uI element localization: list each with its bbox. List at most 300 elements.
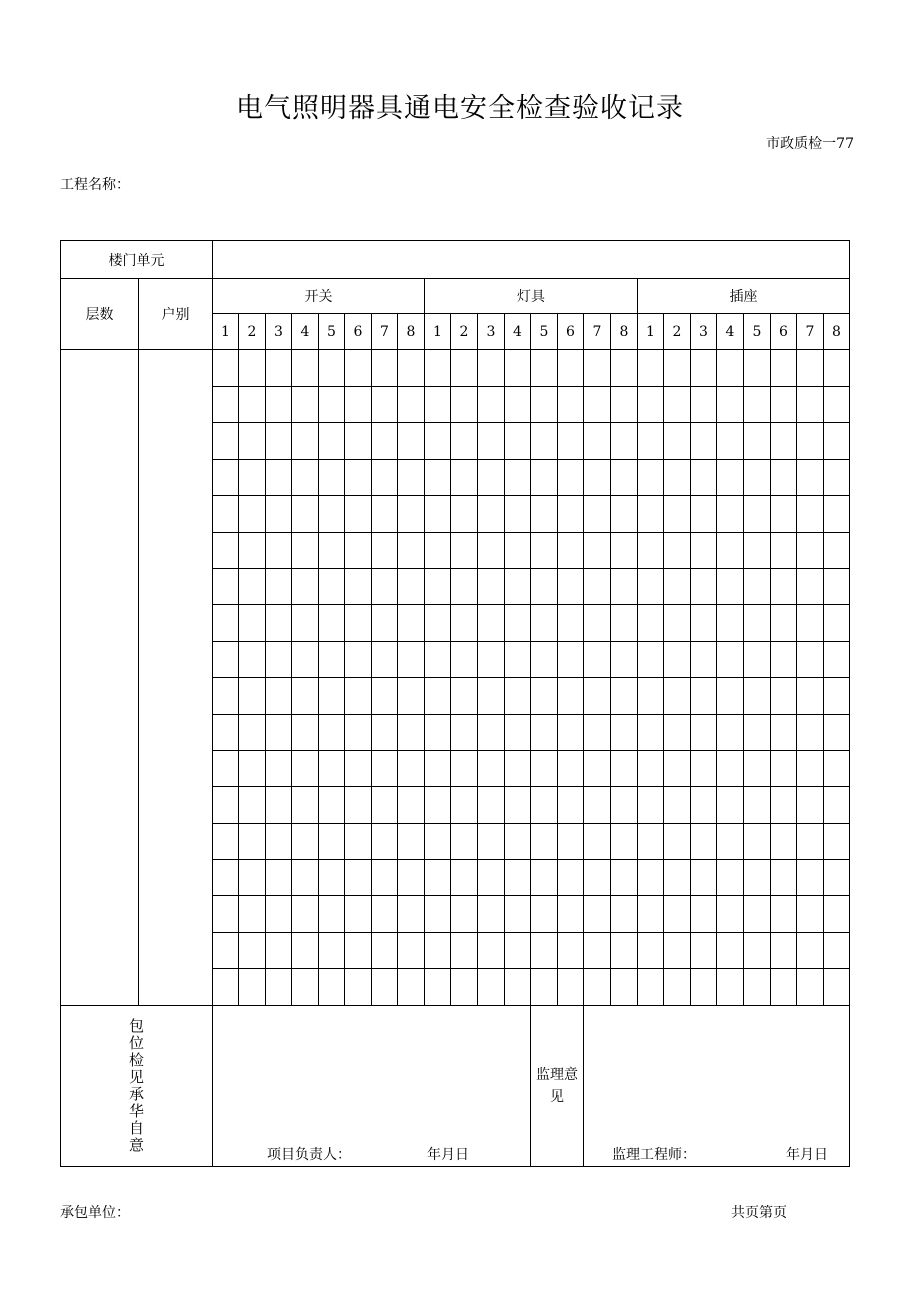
building-unit-value[interactable]: [213, 241, 850, 279]
check-cell[interactable]: [372, 823, 398, 859]
check-cell[interactable]: [558, 532, 584, 568]
check-cell[interactable]: [771, 641, 797, 677]
check-cell[interactable]: [611, 714, 638, 750]
check-cell[interactable]: [213, 823, 239, 859]
check-cell[interactable]: [266, 969, 292, 1005]
check-cell[interactable]: [717, 823, 744, 859]
check-cell[interactable]: [744, 787, 771, 823]
check-cell[interactable]: [691, 568, 717, 604]
check-cell[interactable]: [319, 532, 345, 568]
check-cell[interactable]: [266, 896, 292, 932]
check-cell[interactable]: [372, 459, 398, 495]
check-cell[interactable]: [292, 423, 319, 459]
check-cell[interactable]: [638, 496, 664, 532]
check-cell[interactable]: [425, 823, 451, 859]
check-cell[interactable]: [425, 969, 451, 1005]
check-cell[interactable]: [584, 750, 611, 786]
check-cell[interactable]: [478, 678, 505, 714]
check-cell[interactable]: [717, 387, 744, 423]
check-cell[interactable]: [398, 750, 425, 786]
check-cell[interactable]: [505, 568, 531, 604]
check-cell[interactable]: [213, 678, 239, 714]
check-cell[interactable]: [531, 787, 558, 823]
check-cell[interactable]: [691, 350, 717, 387]
check-cell[interactable]: [292, 932, 319, 968]
check-cell[interactable]: [744, 750, 771, 786]
check-cell[interactable]: [797, 823, 824, 859]
check-cell[interactable]: [797, 678, 824, 714]
check-cell[interactable]: [319, 387, 345, 423]
check-cell[interactable]: [398, 678, 425, 714]
check-cell[interactable]: [691, 932, 717, 968]
check-cell[interactable]: [372, 860, 398, 896]
check-cell[interactable]: [213, 568, 239, 604]
check-cell[interactable]: [584, 605, 611, 641]
check-cell[interactable]: [398, 496, 425, 532]
check-cell[interactable]: [372, 387, 398, 423]
check-cell[interactable]: [266, 459, 292, 495]
check-cell[interactable]: [239, 568, 266, 604]
check-cell[interactable]: [744, 896, 771, 932]
check-cell[interactable]: [717, 787, 744, 823]
check-cell[interactable]: [505, 459, 531, 495]
check-cell[interactable]: [372, 423, 398, 459]
check-cell[interactable]: [558, 387, 584, 423]
check-cell[interactable]: [372, 678, 398, 714]
check-cell[interactable]: [319, 750, 345, 786]
check-cell[interactable]: [691, 459, 717, 495]
check-cell[interactable]: [505, 605, 531, 641]
check-cell[interactable]: [717, 423, 744, 459]
check-cell[interactable]: [239, 932, 266, 968]
check-cell[interactable]: [478, 860, 505, 896]
check-cell[interactable]: [213, 532, 239, 568]
check-cell[interactable]: [717, 568, 744, 604]
check-cell[interactable]: [717, 969, 744, 1005]
check-cell[interactable]: [398, 860, 425, 896]
check-cell[interactable]: [744, 532, 771, 568]
check-cell[interactable]: [797, 532, 824, 568]
check-cell[interactable]: [505, 387, 531, 423]
check-cell[interactable]: [425, 387, 451, 423]
check-cell[interactable]: [664, 823, 691, 859]
check-cell[interactable]: [478, 750, 505, 786]
check-cell[interactable]: [505, 932, 531, 968]
check-cell[interactable]: [425, 532, 451, 568]
check-cell[interactable]: [266, 532, 292, 568]
check-cell[interactable]: [319, 350, 345, 387]
check-cell[interactable]: [505, 678, 531, 714]
check-cell[interactable]: [584, 496, 611, 532]
check-cell[interactable]: [797, 605, 824, 641]
check-cell[interactable]: [664, 532, 691, 568]
check-cell[interactable]: [372, 896, 398, 932]
check-cell[interactable]: [239, 896, 266, 932]
check-cell[interactable]: [717, 459, 744, 495]
check-cell[interactable]: [584, 387, 611, 423]
check-cell[interactable]: [425, 787, 451, 823]
check-cell[interactable]: [638, 605, 664, 641]
check-cell[interactable]: [478, 969, 505, 1005]
check-cell[interactable]: [691, 714, 717, 750]
check-cell[interactable]: [771, 387, 797, 423]
check-cell[interactable]: [691, 896, 717, 932]
check-cell[interactable]: [451, 532, 478, 568]
check-cell[interactable]: [319, 714, 345, 750]
check-cell[interactable]: [824, 896, 850, 932]
check-cell[interactable]: [638, 860, 664, 896]
check-cell[interactable]: [398, 641, 425, 677]
check-cell[interactable]: [771, 932, 797, 968]
check-cell[interactable]: [771, 750, 797, 786]
check-cell[interactable]: [797, 896, 824, 932]
check-cell[interactable]: [345, 350, 372, 387]
check-cell[interactable]: [584, 823, 611, 859]
check-cell[interactable]: [664, 423, 691, 459]
check-cell[interactable]: [558, 823, 584, 859]
check-cell[interactable]: [611, 423, 638, 459]
check-cell[interactable]: [451, 787, 478, 823]
check-cell[interactable]: [824, 350, 850, 387]
check-cell[interactable]: [345, 932, 372, 968]
check-cell[interactable]: [638, 459, 664, 495]
check-cell[interactable]: [744, 459, 771, 495]
check-cell[interactable]: [398, 605, 425, 641]
check-cell[interactable]: [584, 969, 611, 1005]
check-cell[interactable]: [797, 932, 824, 968]
check-cell[interactable]: [239, 605, 266, 641]
check-cell[interactable]: [691, 387, 717, 423]
check-cell[interactable]: [478, 387, 505, 423]
check-cell[interactable]: [531, 496, 558, 532]
check-cell[interactable]: [638, 387, 664, 423]
check-cell[interactable]: [266, 932, 292, 968]
check-cell[interactable]: [292, 860, 319, 896]
check-cell[interactable]: [611, 459, 638, 495]
check-cell[interactable]: [531, 823, 558, 859]
check-cell[interactable]: [771, 969, 797, 1005]
check-cell[interactable]: [691, 969, 717, 1005]
check-cell[interactable]: [691, 532, 717, 568]
check-cell[interactable]: [664, 568, 691, 604]
check-cell[interactable]: [345, 860, 372, 896]
check-cell[interactable]: [771, 678, 797, 714]
check-cell[interactable]: [638, 423, 664, 459]
check-cell[interactable]: [531, 932, 558, 968]
check-cell[interactable]: [531, 459, 558, 495]
check-cell[interactable]: [611, 750, 638, 786]
check-cell[interactable]: [425, 459, 451, 495]
check-cell[interactable]: [451, 969, 478, 1005]
check-cell[interactable]: [664, 860, 691, 896]
check-cell[interactable]: [611, 860, 638, 896]
check-cell[interactable]: [319, 932, 345, 968]
check-cell[interactable]: [266, 423, 292, 459]
check-cell[interactable]: [239, 750, 266, 786]
check-cell[interactable]: [664, 350, 691, 387]
check-cell[interactable]: [584, 714, 611, 750]
check-cell[interactable]: [584, 568, 611, 604]
check-cell[interactable]: [611, 350, 638, 387]
check-cell[interactable]: [558, 605, 584, 641]
check-cell[interactable]: [451, 387, 478, 423]
check-cell[interactable]: [425, 896, 451, 932]
check-cell[interactable]: [451, 896, 478, 932]
check-cell[interactable]: [451, 823, 478, 859]
check-cell[interactable]: [319, 969, 345, 1005]
check-cell[interactable]: [319, 641, 345, 677]
check-cell[interactable]: [478, 423, 505, 459]
check-cell[interactable]: [744, 969, 771, 1005]
check-cell[interactable]: [398, 568, 425, 604]
check-cell[interactable]: [213, 969, 239, 1005]
check-cell[interactable]: [319, 568, 345, 604]
check-cell[interactable]: [345, 678, 372, 714]
check-cell[interactable]: [425, 496, 451, 532]
check-cell[interactable]: [531, 969, 558, 1005]
check-cell[interactable]: [531, 750, 558, 786]
check-cell[interactable]: [584, 932, 611, 968]
check-cell[interactable]: [638, 568, 664, 604]
check-cell[interactable]: [611, 641, 638, 677]
check-cell[interactable]: [213, 387, 239, 423]
check-cell[interactable]: [531, 387, 558, 423]
check-cell[interactable]: [584, 423, 611, 459]
check-cell[interactable]: [664, 641, 691, 677]
check-cell[interactable]: [451, 423, 478, 459]
check-cell[interactable]: [292, 350, 319, 387]
check-cell[interactable]: [213, 860, 239, 896]
check-cell[interactable]: [717, 496, 744, 532]
check-cell[interactable]: [824, 496, 850, 532]
check-cell[interactable]: [319, 423, 345, 459]
check-cell[interactable]: [372, 350, 398, 387]
check-cell[interactable]: [372, 568, 398, 604]
check-cell[interactable]: [611, 896, 638, 932]
check-cell[interactable]: [292, 969, 319, 1005]
check-cell[interactable]: [744, 678, 771, 714]
check-cell[interactable]: [505, 787, 531, 823]
check-cell[interactable]: [717, 714, 744, 750]
check-cell[interactable]: [558, 641, 584, 677]
check-cell[interactable]: [213, 459, 239, 495]
check-cell[interactable]: [345, 532, 372, 568]
check-cell[interactable]: [558, 459, 584, 495]
check-cell[interactable]: [558, 568, 584, 604]
check-cell[interactable]: [717, 678, 744, 714]
check-cell[interactable]: [478, 496, 505, 532]
check-cell[interactable]: [213, 350, 239, 387]
check-cell[interactable]: [638, 787, 664, 823]
check-cell[interactable]: [611, 787, 638, 823]
check-cell[interactable]: [717, 641, 744, 677]
check-cell[interactable]: [691, 860, 717, 896]
check-cell[interactable]: [372, 932, 398, 968]
check-cell[interactable]: [292, 787, 319, 823]
check-cell[interactable]: [239, 787, 266, 823]
check-cell[interactable]: [638, 714, 664, 750]
check-cell[interactable]: [824, 423, 850, 459]
check-cell[interactable]: [638, 750, 664, 786]
check-cell[interactable]: [797, 641, 824, 677]
check-cell[interactable]: [611, 932, 638, 968]
check-cell[interactable]: [372, 496, 398, 532]
check-cell[interactable]: [425, 750, 451, 786]
check-cell[interactable]: [664, 496, 691, 532]
check-cell[interactable]: [584, 787, 611, 823]
check-cell[interactable]: [398, 350, 425, 387]
check-cell[interactable]: [771, 823, 797, 859]
check-cell[interactable]: [372, 532, 398, 568]
check-cell[interactable]: [425, 350, 451, 387]
check-cell[interactable]: [797, 860, 824, 896]
check-cell[interactable]: [478, 605, 505, 641]
check-cell[interactable]: [558, 350, 584, 387]
check-cell[interactable]: [611, 532, 638, 568]
check-cell[interactable]: [266, 568, 292, 604]
check-cell[interactable]: [372, 969, 398, 1005]
check-cell[interactable]: [797, 969, 824, 1005]
check-cell[interactable]: [451, 860, 478, 896]
check-cell[interactable]: [319, 823, 345, 859]
check-cell[interactable]: [531, 714, 558, 750]
check-cell[interactable]: [398, 896, 425, 932]
check-cell[interactable]: [824, 932, 850, 968]
check-cell[interactable]: [345, 823, 372, 859]
check-cell[interactable]: [771, 568, 797, 604]
check-cell[interactable]: [372, 605, 398, 641]
check-cell[interactable]: [744, 496, 771, 532]
check-cell[interactable]: [345, 423, 372, 459]
check-cell[interactable]: [213, 896, 239, 932]
check-cell[interactable]: [611, 387, 638, 423]
check-cell[interactable]: [717, 350, 744, 387]
check-cell[interactable]: [797, 714, 824, 750]
check-cell[interactable]: [345, 605, 372, 641]
check-cell[interactable]: [292, 678, 319, 714]
check-cell[interactable]: [345, 787, 372, 823]
check-cell[interactable]: [266, 714, 292, 750]
check-cell[interactable]: [213, 605, 239, 641]
check-cell[interactable]: [797, 568, 824, 604]
check-cell[interactable]: [505, 896, 531, 932]
check-cell[interactable]: [266, 350, 292, 387]
check-cell[interactable]: [451, 568, 478, 604]
check-cell[interactable]: [531, 860, 558, 896]
check-cell[interactable]: [319, 678, 345, 714]
check-cell[interactable]: [691, 423, 717, 459]
check-cell[interactable]: [531, 532, 558, 568]
check-cell[interactable]: [478, 532, 505, 568]
check-cell[interactable]: [797, 787, 824, 823]
household-cell[interactable]: [139, 350, 213, 1006]
check-cell[interactable]: [824, 678, 850, 714]
check-cell[interactable]: [478, 896, 505, 932]
check-cell[interactable]: [664, 459, 691, 495]
check-cell[interactable]: [584, 896, 611, 932]
check-cell[interactable]: [451, 605, 478, 641]
check-cell[interactable]: [505, 823, 531, 859]
check-cell[interactable]: [744, 387, 771, 423]
check-cell[interactable]: [744, 423, 771, 459]
check-cell[interactable]: [239, 532, 266, 568]
check-cell[interactable]: [771, 896, 797, 932]
check-cell[interactable]: [638, 823, 664, 859]
check-cell[interactable]: [664, 387, 691, 423]
check-cell[interactable]: [771, 459, 797, 495]
check-cell[interactable]: [451, 459, 478, 495]
check-cell[interactable]: [797, 423, 824, 459]
check-cell[interactable]: [664, 750, 691, 786]
check-cell[interactable]: [824, 568, 850, 604]
check-cell[interactable]: [691, 750, 717, 786]
check-cell[interactable]: [398, 823, 425, 859]
check-cell[interactable]: [797, 350, 824, 387]
check-cell[interactable]: [691, 787, 717, 823]
check-cell[interactable]: [345, 641, 372, 677]
check-cell[interactable]: [824, 532, 850, 568]
check-cell[interactable]: [771, 350, 797, 387]
check-cell[interactable]: [691, 823, 717, 859]
check-cell[interactable]: [717, 605, 744, 641]
check-cell[interactable]: [771, 714, 797, 750]
check-cell[interactable]: [345, 496, 372, 532]
check-cell[interactable]: [425, 714, 451, 750]
check-cell[interactable]: [505, 969, 531, 1005]
check-cell[interactable]: [664, 787, 691, 823]
check-cell[interactable]: [345, 459, 372, 495]
check-cell[interactable]: [319, 459, 345, 495]
check-cell[interactable]: [824, 459, 850, 495]
check-cell[interactable]: [797, 459, 824, 495]
check-cell[interactable]: [744, 932, 771, 968]
check-cell[interactable]: [372, 714, 398, 750]
check-cell[interactable]: [266, 750, 292, 786]
check-cell[interactable]: [292, 532, 319, 568]
check-cell[interactable]: [717, 932, 744, 968]
check-cell[interactable]: [584, 860, 611, 896]
supervisor-opinion-area[interactable]: [584, 1005, 850, 1166]
check-cell[interactable]: [478, 787, 505, 823]
check-cell[interactable]: [345, 387, 372, 423]
check-cell[interactable]: [611, 605, 638, 641]
check-cell[interactable]: [505, 496, 531, 532]
check-cell[interactable]: [824, 387, 850, 423]
check-cell[interactable]: [691, 641, 717, 677]
check-cell[interactable]: [531, 423, 558, 459]
check-cell[interactable]: [266, 787, 292, 823]
check-cell[interactable]: [239, 714, 266, 750]
check-cell[interactable]: [266, 678, 292, 714]
check-cell[interactable]: [664, 678, 691, 714]
check-cell[interactable]: [824, 605, 850, 641]
check-cell[interactable]: [717, 750, 744, 786]
check-cell[interactable]: [531, 678, 558, 714]
check-cell[interactable]: [717, 896, 744, 932]
check-cell[interactable]: [824, 969, 850, 1005]
check-cell[interactable]: [319, 605, 345, 641]
check-cell[interactable]: [398, 387, 425, 423]
check-cell[interactable]: [717, 860, 744, 896]
check-cell[interactable]: [584, 532, 611, 568]
check-cell[interactable]: [744, 714, 771, 750]
check-cell[interactable]: [744, 605, 771, 641]
check-cell[interactable]: [824, 787, 850, 823]
check-cell[interactable]: [664, 969, 691, 1005]
check-cell[interactable]: [372, 750, 398, 786]
check-cell[interactable]: [239, 350, 266, 387]
check-cell[interactable]: [345, 714, 372, 750]
